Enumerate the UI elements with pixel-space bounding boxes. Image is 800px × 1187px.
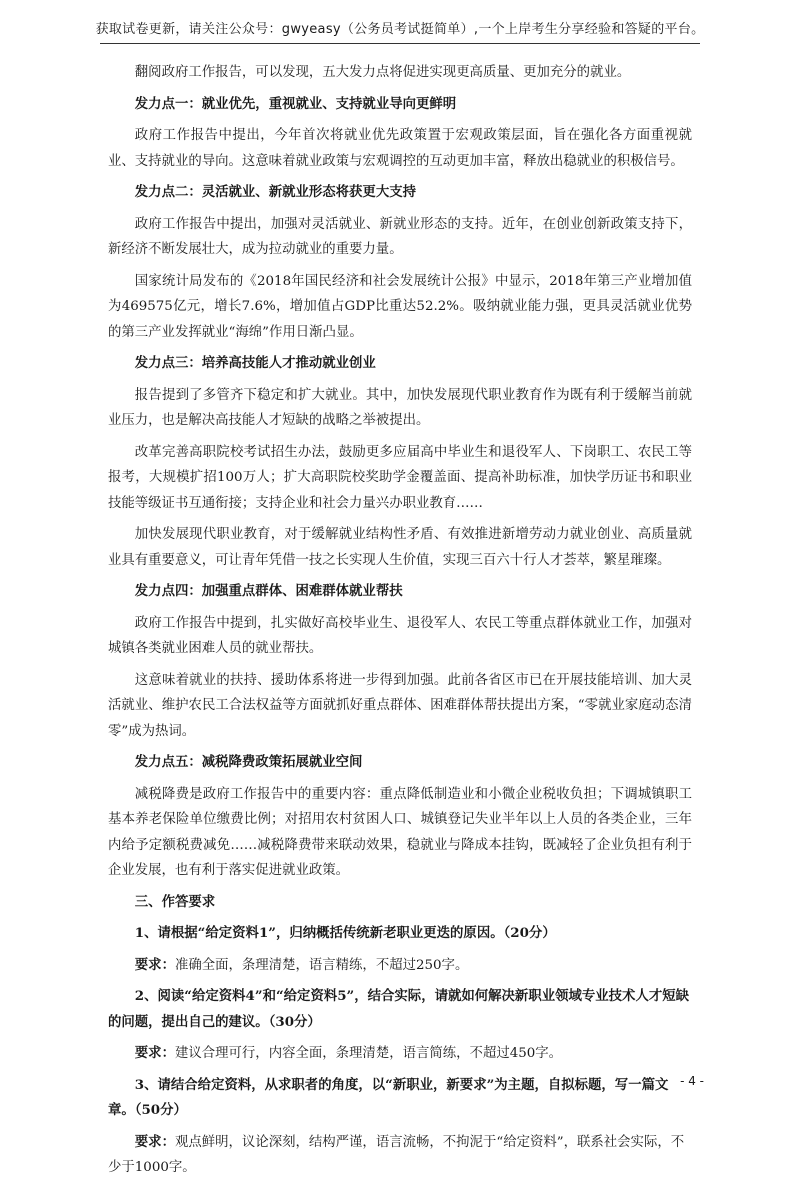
point3-paragraph-3: 加快发展现代职业教育，对于缓解就业结构性矛盾、有效推进新增劳动力就业创业、高质量就业具有重要意义，可让青年凭借一技之长实现人生价值，实现三百六十行人才荟萃，繁星璀璨。 (108, 527, 692, 568)
requirement-label: 要求： (134, 1045, 175, 1061)
point4-paragraph-1: 政府工作报告中提到，扎实做好高校毕业生、退役军人、农民工等重点群体就业工作，加强对城镇各类就业困难人员的就业帮扶。 (108, 615, 692, 656)
requirements-section-title: 三、作答要求 (134, 893, 216, 910)
point5-heading: 发力点五：减税降费政策拓展就业空间 (134, 754, 363, 770)
point3-paragraph-2: 改革完善高职院校考试招生办法，鼓励更多应届高中毕业生和退役军人、下岗职工、农民工等报考，大规模扩招100万人；扩大高职院校奖助学金覆盖面、提高补助标准，加快学历证书和职业技能等级证书互通衔接；支持企业和社会力量兴办职业教育…… (108, 444, 692, 511)
question-2: 2、阅读“给定资料4”和“给定资料5”，结合实际，请就如何解决新职业领域专业技术人才短缺的问题，提出自己的建议。（30分） (108, 988, 690, 1030)
question-3: 3、请结合给定资料，从求职者的角度，以“新职业，新要求”为主题，自拟标题，写一篇文章。（50分） (108, 1076, 669, 1118)
requirement-text: 建议合理可行，内容全面，条理清楚，语言简练，不超过450字。 (174, 1046, 563, 1061)
question-1: 1、请根据“给定资料1”，归纳概括传统新老职业更迭的原因。（20分） (134, 925, 556, 941)
point5-paragraph: 减税降费是政府工作报告中的重要内容：重点降低制造业和小微企业税收负担；下调城镇职工基本养老保险单位缴费比例；对招用农村贫困人口、城镇登记失业半年以上人员的各类企业，三年内给予定额税费减免……减税降费带来联动效果，稳就业与降成本挂钩，既减轻了企业负担有利于企业发展，也有利于落实促进就业政策。 (108, 786, 692, 878)
question-1-requirement (108, 953, 692, 979)
requirement-label: 要求： (134, 956, 175, 973)
question-3-requirement (108, 1130, 692, 1181)
header-divider (100, 43, 700, 44)
point3-paragraph-1: 报告提到了多管齐下稳定和扩大就业。其中，加快发展现代职业教育作为既有利于缓解当前就业压力，也是解决高技能人才短缺的战略之举被提出。 (108, 387, 692, 428)
point2-heading: 发力点二：灵活就业、新就业形态将获更大支持 (134, 184, 416, 200)
point2-paragraph-2: 国家统计局发布的《2018年国民经济和社会发展统计公报》中显示，2018年第三产业增加值为469575亿元，增长7.6%，增加值占GDP比重达52.2%。吸纳就业能力强，更具灵活就业优势的第三产业发挥就业“海绵”作用日渐凸显。 (108, 273, 692, 340)
page-header: 获取试卷更新，请关注公众号：gwyeasy（公务员考试挺简单）,一个上岸考生分享经验和答疑的平台。 (95, 22, 705, 37)
requirement-label: 要求： (134, 1133, 175, 1150)
intro-paragraph: 翻阅政府工作报告，可以发现，五大发力点将促进实现更高质量、更加充分的就业。 (134, 65, 631, 80)
point1-heading: 发力点一：就业优先，重视就业、支持就业导向更鲜明 (134, 95, 457, 112)
point2-paragraph-1: 政府工作报告中提出，加强对灵活就业、新就业形态的支持。近年，在创业创新政策支持下，新经济不断发展壮大，成为拉动就业的重要力量。 (108, 216, 692, 257)
question-2-requirement (108, 1041, 692, 1067)
point4-paragraph-2: 这意味着就业的扶持、援助体系将进一步得到加强。此前各省区市已在开展技能培训、加大灵活就业、维护农民工合法权益等方面就抓好重点群体、困难群体帮扶提出方案，“零就业家庭动态清零”成为热词。 (108, 672, 692, 739)
page-number: - 4 - (680, 1074, 704, 1088)
requirement-text: 准确全面，条理清楚，语言精练，不超过250字。 (174, 957, 469, 973)
requirement-text: 观点鲜明，议论深刻，结构严谨，语言流畅，不拘泥于“给定资料”，联系社会实际，不少于1000字。 (108, 1134, 685, 1175)
point4-heading: 发力点四：加强重点群体、困难群体就业帮扶 (134, 583, 403, 599)
point1-paragraph: 政府工作报告中提出，今年首次将就业优先政策置于宏观政策层面，旨在强化各方面重视就业、支持就业的导向。这意味着就业政策与宏观调控的互动更加丰富，释放出稳就业的积极信号。 (108, 128, 692, 169)
point3-heading: 发力点三：培养高技能人才推动就业创业 (134, 355, 376, 371)
document-body (108, 60, 692, 1187)
